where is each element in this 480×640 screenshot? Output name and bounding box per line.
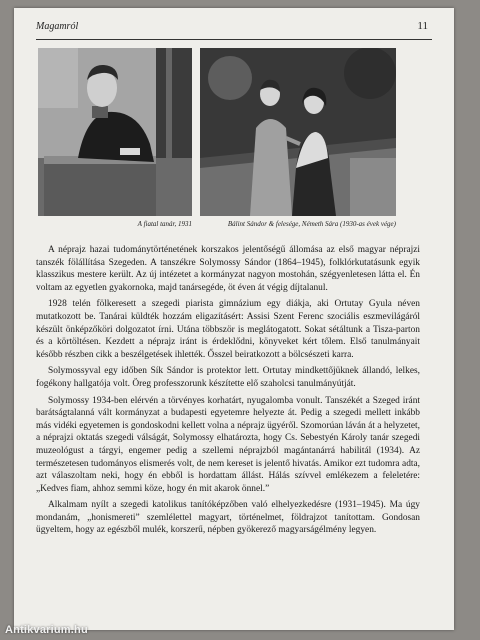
paragraph: 1928 telén fölkeresett a szegedi piarista gimnázium egy diákja, aki Ortutay Gyula néven mutatkozott be. Tanárai küldték hozzám eligazításért: Assisi Szent Ferenc szociális eszmevilágáról készült önképzőköri dolgozatot írni. Utána többször is meglátogatott. Sokat sétáltunk a Tisza-parton és a körtöltésen. Kezdett a néprajz iránt is érdeklődni, könyveket kért tőlem. Első tanulmányait később részben cikk a beszélgetések ihlették. Ősszel beiratkozott a bölcsészeti karra. xyxy=(36,299,420,360)
page-number: 11 xyxy=(417,20,428,32)
running-head: Magamról xyxy=(36,21,79,32)
photo-caption-right: Bálint Sándor & felesége, Németh Sára (1930-as évek vége) xyxy=(227,220,396,228)
photo-young-teacher xyxy=(38,48,192,216)
paragraph: Solymossyval egy időben Sík Sándor is protektor lett. Ortutay mindkettőjüknek állandó, lelkes, fogékony hallgatója volt. Öreg professzorunk készítette elő szaholcsi tanulmányútját. xyxy=(36,366,420,389)
photo-caption-left: A fiatal tanár, 1931 xyxy=(137,220,192,228)
paragraph: A néprajz hazai tudománytörténetének korszakos jelentőségű állomása az első magyar néprajzi tanszék fölállítása Szegeden. A tanszékre Solymossy Sándor (1864–1945), folklórkutatásunk egyik klasszikus mestere került. Az új intézetet a kormányzat nagyon mostohán, szégyenletesen látta el. Én voltam az egyetlen gyakornoka, majd tanársegéde, öt éven át végig díjtalanul. xyxy=(36,245,420,293)
book-page xyxy=(14,8,454,630)
watermark: Antikvarium.hu xyxy=(5,624,88,636)
header-rule xyxy=(36,39,432,40)
paragraph: Solymossy 1934-ben elérvén a törvényes korhatárt, nyugalomba vonult. Tanszékét a Szeged iránt barátságtalanná vált kormányzat a budapesti egyetemre helyezte át. Pedig a szegedi mellett inkább más vidéki egyetemen is gondoskodni kellett volna a néprajz ügyéről. Szomorúan láván át a helyzetet, a néprajzi oktatás szegedi válságát, Solymossy elhatározta, hogy Cs. Sebestyén Károly tanár szegedi muzeológust a tárgyi, engemer pedig a szellemi néprajzból magántanárrá habilitál (1934). Az természetesen tudományos elismerés volt, de nem kereset is jelentő hivatás. Amikor ezt tudomra adta, azt válaszoltam neki, hogy én ebből is hordattam állást. Hálás szívvel emlékezem a feleletére: „Kedves fiam, ahhoz semmi köze, hogy én mit akarok önnel.” xyxy=(36,395,420,494)
paragraph: Alkalmam nyílt a szegedi katolikus tanítóképzőben való elhelyezkedésre (1931–1945). Ma úgy mondanám, „honismereti” szemlélettel magyart, történelmet, földrajzot tanítottam. Gondosan ügyeltem, hogy az egészből mulék, korszerű, népben gyökerező magyarságélmény legyen. xyxy=(36,500,420,536)
photo-couple xyxy=(200,48,396,216)
body-text xyxy=(36,244,420,541)
